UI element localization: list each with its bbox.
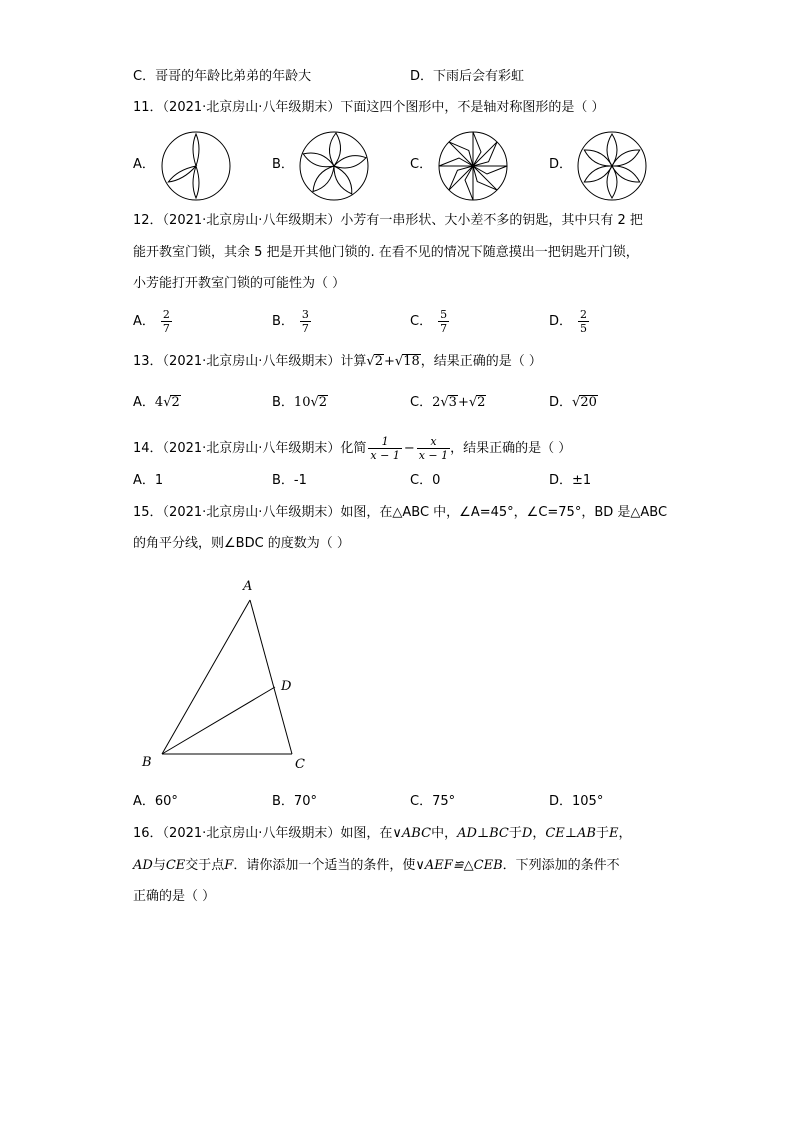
q11-stem: 11．（2021·北京房山·八年级期末）下面这四个图形中，不是轴对称图形的是（ ） <box>133 100 605 115</box>
q13-option-d: D．√20 <box>549 395 597 410</box>
q11-label-a: A． <box>133 157 155 172</box>
q13-stem: 13．（2021·北京房山·八年级期末）计算√2+√18，结果正确的是（ ） <box>133 354 542 369</box>
q14-option-a: A．1 <box>133 473 164 488</box>
q11-figure-c-icon <box>437 130 509 202</box>
q12-line-2: 能开教室门锁，其余 5 把是开其他门锁的. 在看不见的情况下随意摸出一把钥匙开门锁， <box>133 245 639 260</box>
q15-option-b: B．70° <box>272 794 317 809</box>
q10-option-c: C．哥哥的年龄比弟弟的年龄大 <box>133 69 312 84</box>
q16-line-2: AD与CE交于点F．请你添加一个适当的条件，使∨AEF≌△CEB．下列添加的条件不 <box>133 858 620 873</box>
vertex-d-label: D <box>281 679 292 694</box>
q15-option-c: C．75° <box>410 794 456 809</box>
q12-option-d: D． $\frac{2}{5}$ <box>549 308 588 335</box>
segment-ab <box>162 600 250 754</box>
q12-option-c: C． $\frac{5}{7}$ <box>410 308 448 335</box>
q11-figure-a-icon <box>160 130 232 202</box>
q13-option-c: C．2√3+√2 <box>410 395 486 410</box>
segment-ac <box>250 600 292 754</box>
q15-triangle-figure <box>130 572 330 777</box>
q11-figure-b-icon <box>298 130 370 202</box>
q12-option-b: B． $\frac{3}{7}$ <box>272 308 309 335</box>
q15-option-d: D．105° <box>549 794 604 809</box>
q11-label-b: B． <box>272 157 294 172</box>
segment-bd <box>162 687 275 754</box>
q15-line-1: 15．（2021·北京房山·八年级期末）如图，在△ABC 中，∠A=45°，∠C=75°，BD 是△ABC <box>133 505 668 520</box>
q16-line-1: 16．（2021·北京房山·八年级期末）如图，在∨ABC中，AD⊥BC于D，CE⊥AB于E， <box>133 826 632 841</box>
q12-option-a: A． $\frac{2}{7}$ <box>133 308 170 335</box>
q11-label-d: D． <box>549 157 573 172</box>
q14-option-c: C．0 <box>410 473 441 488</box>
vertex-a-label: A <box>243 579 253 594</box>
q15-option-a: A．60° <box>133 794 178 809</box>
q11-figure-d-icon <box>576 130 648 202</box>
q14-stem: 14．（2021·北京房山·八年级期末）化简 $\frac{1}{x - 1}$ − $\frac{x}{x - 1}$ ，结果正确的是（ ） <box>133 435 572 462</box>
vertex-c-label: C <box>295 757 305 772</box>
q15-line-2: 的角平分线，则∠BDC 的度数为（ ） <box>133 536 350 551</box>
q14-option-b: B．-1 <box>272 473 307 488</box>
q13-option-a: A．4√2 <box>133 395 180 410</box>
q10-option-d: D．下雨后会有彩虹 <box>410 69 525 84</box>
q12-line-1: 12．（2021·北京房山·八年级期末）小芳有一串形状、大小差不多的钥匙，其中只有 2 把 <box>133 213 643 228</box>
q16-line-3: 正确的是（ ） <box>133 889 216 904</box>
q11-label-c: C． <box>410 157 433 172</box>
q13-option-b: B．10√2 <box>272 395 328 410</box>
q14-option-d: D．±1 <box>549 473 592 488</box>
q12-line-3: 小芳能打开教室门锁的可能性为（ ） <box>133 276 346 291</box>
vertex-b-label: B <box>142 755 152 770</box>
